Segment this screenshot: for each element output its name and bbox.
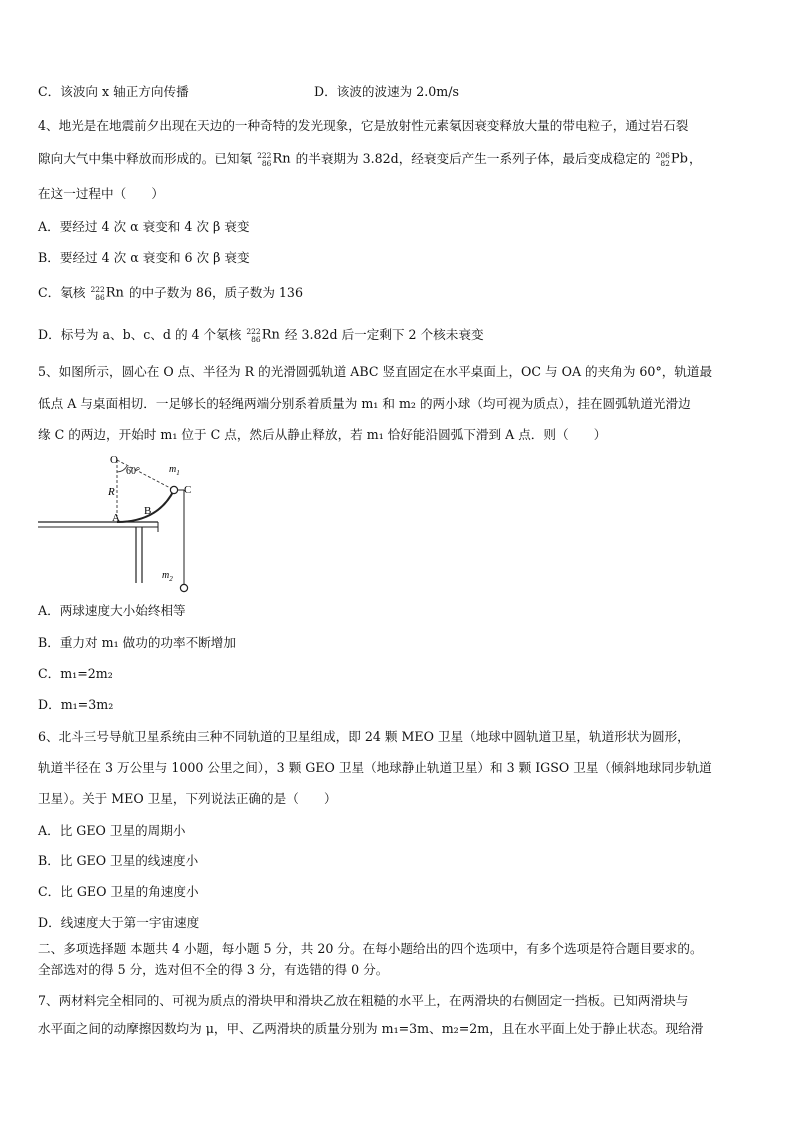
ball-m1 [170,486,177,493]
label-o: O [110,454,118,466]
q5-option-c: C．m₁=2m₂ [38,666,113,681]
q3-option-c: C．该波向 x 轴正方向传播 [38,84,189,99]
q7-stem-line1: 7、两材料完全相同的、可视为质点的滑块甲和滑块乙放在粗糙的水平上，在两滑块的右侧固定一挡板。已知两滑块与 [38,993,689,1008]
q7-stem-line2: 水平面之间的动摩擦因数均为 μ，甲、乙两滑块的质量分别为 m₁=3m、m₂=2m，且在水平面上处于静止状态。现给滑 [38,1021,704,1036]
label-b: B [144,505,152,517]
ball-m2 [180,584,187,591]
q5-stem-line2: 低点 A 与桌面相切．一足够长的轻绳两端分别系着质量为 m₁ 和 m₂ 的两小球（均可视为质点），挂在圆弧轨道光滑边 [38,396,691,411]
q6-stem-line3: 卫星）。关于 MEO 卫星，下列说法正确的是（ ） [38,791,337,806]
label-angle: 60° [126,466,140,477]
q4-stem-line2-a: 隙向大气中集中释放而形成的。已知氡 [38,151,253,166]
section2-heading-line2: 全部选对的得 5 分，选对但不全的得 3 分，有选错的得 0 分。 [38,962,389,977]
radon-nuclide: 222 86 Rn [257,150,291,168]
q4-option-b: B．要经过 4 次 α 衰变和 6 次 β 衰变 [38,250,250,265]
label-a: A [112,512,120,524]
q5-option-a: A．两球速度大小始终相等 [38,603,186,618]
lead-nuclide: 206 82 Pb [655,150,688,168]
label-c: C [184,484,192,496]
radon-nuclide: 222 86 Rn [90,284,124,302]
q4-option-d: D．标号为 a、b、c、d 的 4 个氡核 222 86 Rn 经 3.82d 后一定剩下 2 个核未衰变 [38,326,484,344]
label-r: R [108,486,115,498]
q5-stem-line1: 5、如图所示，圆心在 O 点、半径为 R 的光滑圆弧轨道 ABC 竖直固定在水平桌面上，OC 与 OA 的夹角为 60°，轨道最 [38,364,713,379]
q4-option-c: C．氡核 222 86 Rn 的中子数为 86，质子数为 136 [38,284,303,302]
section2-heading-line1: 二、多项选择题 本题共 4 小题，每小题 5 分，共 20 分。在每小题给出的四个选项中，有多个选项是符合题目要求的。 [38,941,703,956]
q4-stem-line2: 隙向大气中集中释放而形成的。已知氡 222 86 Rn 的半衰期为 3.82d，经衰变后产生一系列子体，最后变成稳定的 206 82 Pb， [38,150,702,168]
radon-nuclide: 222 86 Rn [246,326,280,344]
q6-stem-line2: 轨道半径在 3 万公里与 1000 公里之间），3 颗 GEO 卫星（地球静止轨道卫星）和 3 颗 IGSO 卫星（倾斜地球同步轨道 [38,760,712,775]
q6-option-c: C．比 GEO 卫星的角速度小 [38,884,199,899]
q5-stem-line3: 缘 C 的两边，开始时 m₁ 位于 C 点，然后从静止释放，若 m₁ 恰好能沿圆弧下滑到 A 点．则（ ） [38,427,607,442]
label-m1: $m_1$ [169,464,180,477]
circular-track-figure [38,452,208,597]
q4-stem-line3: 在这一过程中（ ） [38,186,164,201]
q4-stem-line1: 4、地光是在地震前夕出现在天边的一种奇特的发光现象，它是放射性元素氡因衰变释放大量的带电粒子，通过岩石裂 [38,118,689,133]
q4-stem-line2-b: 的半衰期为 3.82d，经衰变后产生一系列子体，最后变成稳定的 [295,151,651,166]
q5-option-d: D．m₁=3m₂ [38,697,114,712]
q5-option-b: B．重力对 m₁ 做功的功率不断增加 [38,635,236,650]
q6-option-a: A．比 GEO 卫星的周期小 [38,823,186,838]
q6-option-d: D．线速度大于第一宇宙速度 [38,915,200,930]
q3-option-d: D．该波的波速为 2.0m/s [314,84,459,99]
q6-option-b: B．比 GEO 卫星的线速度小 [38,853,199,868]
q6-stem-line1: 6、北斗三号导航卫星系统由三种不同轨道的卫星组成，即 24 颗 MEO 卫星（地球中圆轨道卫星，轨道形状为圆形， [38,729,690,744]
q4-option-a: A．要经过 4 次 α 衰变和 4 次 β 衰变 [38,219,250,234]
label-m2: $m_2$ [162,570,173,583]
